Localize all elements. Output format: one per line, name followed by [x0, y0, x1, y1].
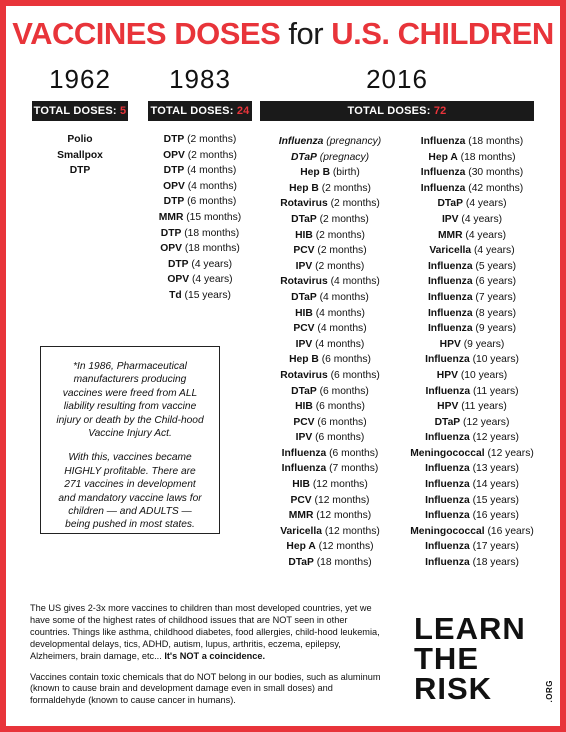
vaccine-name: Influenza [420, 136, 466, 147]
dose-timing: (4 months) [314, 323, 367, 335]
dose-timing: (4 months) [184, 165, 237, 177]
dose-timing: (4 years) [189, 274, 233, 286]
dose-timing: (2 months) [316, 213, 369, 225]
dose-item [146, 132, 254, 148]
dose-timing: (6 years) [472, 276, 517, 288]
vaccine-name: Hep A [428, 151, 458, 163]
dose-timing: (8 years) [472, 307, 517, 319]
dose-timing: (2 months) [318, 182, 371, 194]
dose-item [146, 148, 254, 164]
vaccine-name: Varicella [429, 245, 472, 257]
dose-item [404, 399, 540, 415]
vaccine-name: Influenza [427, 260, 473, 272]
dose-item [260, 352, 400, 368]
dose-timing: (11 years) [458, 401, 507, 413]
vaccine-name: Influenza [425, 479, 470, 491]
dose-item [32, 148, 128, 164]
dose-item [260, 165, 400, 181]
year-2016: 2016 [366, 64, 428, 94]
total-doses-value: 5 [120, 105, 127, 117]
dose-item [404, 259, 540, 275]
dose-item [260, 196, 400, 212]
vaccine-name: Influenza [425, 510, 470, 522]
dose-timing: (7 months) [326, 463, 379, 475]
vaccine-name: Influenza [425, 354, 470, 366]
dose-timing: (4 years) [471, 245, 515, 257]
dose-timing: (6 months) [312, 432, 365, 444]
title-part-vaccine-doses: VACCINES DOSES [12, 16, 281, 51]
vaccine-name: PCV [293, 323, 315, 335]
dose-list-2016-left [260, 134, 400, 571]
dose-timing: (10 years) [469, 354, 519, 366]
dose-item [260, 399, 400, 415]
vaccine-name: IPV [441, 213, 459, 225]
dose-timing: (15 months) [183, 211, 242, 223]
total-doses-value: 24 [236, 105, 250, 117]
dose-item [146, 179, 254, 195]
dose-item [260, 415, 400, 431]
dose-item [260, 477, 400, 493]
dose-item [404, 321, 540, 337]
dose-timing: (4 months) [312, 307, 365, 319]
dose-timing: (10 years) [457, 369, 508, 381]
dose-timing: (42 months) [465, 182, 524, 194]
vaccine-name: OPV [163, 149, 185, 161]
dose-timing: (9 years) [460, 338, 505, 350]
dose-item [404, 337, 540, 353]
title-part-for: for [288, 16, 324, 51]
dose-item [404, 150, 540, 166]
dose-item [260, 150, 400, 166]
dose-item [260, 430, 400, 446]
vaccine-name: Td [169, 289, 182, 301]
dose-item [260, 555, 400, 571]
dose-timing: (16 years) [469, 510, 519, 522]
vaccine-name: HIB [295, 307, 313, 319]
total-doses-bar-2016 [260, 101, 534, 121]
vaccine-name: OPV [163, 180, 185, 192]
dose-item [260, 306, 400, 322]
footer-paragraph-1 [30, 603, 382, 663]
dose-timing: (4 months) [327, 276, 380, 288]
vaccine-name: HPV [437, 401, 459, 413]
vaccine-name: DTP [160, 227, 182, 239]
vaccine-name: Influenza [420, 167, 466, 179]
vaccine-name: Polio [67, 134, 93, 145]
footer-paragraph-1-text: The US gives 2-3x more vaccines to children than most developed countries, yet we have some of the highest rates of childhood issues that are NOT seen in other countries. Things like asthma, childhood diabetes, food allergies, child-hood leukemia, developmental delays, tics, ADHD, autism, lupus, arthritis, eczema, epilepsy, Alzheimers, brain damage, etc... [30, 603, 380, 661]
dose-timing: (18 months) [465, 136, 524, 147]
dose-timing: (2 months) [184, 134, 237, 145]
total-doses-value: 72 [433, 105, 447, 117]
vaccine-name: Influenza [427, 323, 473, 335]
dose-item [32, 163, 128, 179]
vaccine-name: IPV [295, 432, 313, 444]
dose-item [260, 508, 400, 524]
dose-timing: (12 months) [311, 494, 370, 506]
vaccine-name: HPV [439, 338, 461, 350]
vaccine-name: MMR [288, 510, 314, 522]
dose-item [404, 134, 540, 150]
dose-item [404, 430, 540, 446]
dose-timing: (12 years) [469, 432, 519, 444]
dose-item [404, 243, 540, 259]
vaccine-name: Varicella [280, 525, 322, 537]
dose-timing: (6 months) [312, 401, 365, 413]
logo-line-learn: LEARN [414, 611, 526, 646]
vaccine-name: DTP [163, 196, 185, 208]
dose-timing: (18 months) [313, 557, 372, 569]
dose-timing: (6 months) [326, 447, 379, 459]
dose-timing: (2 months) [312, 260, 365, 272]
dose-item [260, 134, 400, 150]
dose-item [260, 524, 400, 540]
vaccine-name: DTP [163, 165, 185, 177]
vaccine-name: DTaP [288, 557, 314, 569]
dose-timing: (18 months) [181, 243, 240, 255]
logo-risk-text: RISK [414, 671, 493, 706]
dose-item [404, 352, 540, 368]
vaccine-name: Influenza [427, 307, 473, 319]
dose-item [260, 368, 400, 384]
vaccine-name: PCV [290, 494, 312, 506]
page-title [6, 16, 560, 52]
dose-timing: (4 years) [463, 198, 507, 210]
vaccine-name: HIB [295, 229, 313, 241]
dose-timing: (15 years) [181, 289, 231, 301]
vaccine-name: Smallpox [57, 149, 103, 161]
dose-item [260, 243, 400, 259]
note-paragraph-2: With this, vaccines became HIGHLY profitable. There are 271 vaccines in development and mandatory vaccine laws for children — and ADULTS — being pushed in most states. [58, 452, 202, 531]
vaccine-name: OPV [160, 243, 182, 255]
vaccine-name: Influenza [425, 541, 470, 553]
dose-item [260, 461, 400, 477]
dose-list-1983 [146, 132, 254, 304]
dose-item [404, 181, 540, 197]
dose-item [260, 337, 400, 353]
dose-item [146, 210, 254, 226]
title-part-us-children: U.S. CHILDREN [331, 16, 554, 51]
dose-item [404, 368, 540, 384]
dose-timing: (2 months) [184, 149, 237, 161]
dose-item [404, 524, 540, 540]
dose-timing: (5 years) [472, 260, 517, 272]
dose-item [146, 241, 254, 257]
dose-timing: (pregnacy) [316, 151, 370, 163]
vaccine-name: Influenza [281, 447, 327, 459]
dose-item [260, 321, 400, 337]
dose-timing: (15 years) [469, 494, 519, 506]
dose-item [260, 228, 400, 244]
dose-timing: (11 years) [470, 385, 519, 397]
footer-emphasis: It's NOT a coincidence. [164, 650, 266, 661]
dose-item [404, 165, 540, 181]
dose-item [404, 446, 540, 462]
vaccine-name: PCV [293, 245, 315, 257]
learn-the-risk-logo [414, 611, 554, 706]
dose-item [404, 493, 540, 509]
dose-item [260, 181, 400, 197]
total-doses-label: TOTAL DOSES: [150, 105, 234, 117]
dose-timing: (12 months) [315, 541, 374, 553]
footer-text [30, 603, 382, 716]
vaccine-name: Influenza [425, 385, 471, 397]
dose-item [260, 259, 400, 275]
dose-item [404, 290, 540, 306]
dose-item [146, 163, 254, 179]
vaccine-name: Meningococcal [410, 447, 485, 459]
dose-timing: (6 months) [316, 385, 369, 397]
vaccine-name: Rotavirus [280, 198, 328, 210]
dose-item [146, 194, 254, 210]
vaccine-name: PCV [293, 416, 315, 428]
dose-item [404, 384, 540, 400]
dose-timing: (12 months) [309, 479, 368, 491]
dose-item [146, 257, 254, 273]
dose-timing: (18 months) [181, 227, 240, 239]
vaccine-name: Influenza [425, 463, 470, 475]
dose-timing: (18 years) [469, 557, 519, 569]
vaccine-name: Hep B [289, 182, 319, 194]
dose-timing: (12 years) [460, 416, 510, 428]
dose-timing: (2 months) [312, 229, 365, 241]
vaccine-name: DTaP [437, 198, 464, 210]
total-doses-bar-1983 [148, 101, 252, 121]
dose-item [404, 461, 540, 477]
dose-item [146, 226, 254, 242]
dose-item [146, 272, 254, 288]
dose-item [404, 306, 540, 322]
dose-timing: (4 years) [458, 213, 503, 225]
vaccine-name: DTaP [290, 151, 317, 163]
dose-item [404, 196, 540, 212]
dose-timing: (12 months) [321, 525, 380, 537]
vaccine-name: DTaP [291, 213, 317, 225]
vaccine-name: DTP [69, 165, 91, 177]
dose-item [404, 508, 540, 524]
vaccine-name: IPV [295, 338, 313, 350]
note-paragraph-1: *In 1986, Pharmaceutical manufacturers producing vaccines were freed from ALL liability resulting from vaccine injury or death by the Child-hood Vaccine Injury Act. [56, 361, 204, 440]
dose-timing: (4 months) [312, 338, 365, 350]
year-1962: 1962 [49, 64, 111, 94]
vaccine-name: Hep B [289, 354, 319, 366]
total-doses-label: TOTAL DOSES: [347, 105, 431, 117]
vaccine-name: Influenza [281, 463, 327, 475]
total-doses-label: TOTAL DOSES: [33, 105, 117, 117]
vaccine-name: Rotavirus [280, 369, 328, 381]
vaccine-name: Influenza [420, 182, 466, 194]
year-1983: 1983 [169, 64, 231, 94]
vaccine-name: MMR [437, 229, 463, 241]
vaccine-name: MMR [158, 211, 184, 223]
logo-org-suffix: .ORG [545, 680, 554, 703]
vaccine-name: HPV [436, 369, 458, 381]
dose-timing: (9 years) [472, 323, 517, 335]
dose-item [404, 415, 540, 431]
dose-item [32, 132, 128, 148]
total-doses-bar-1962 [32, 101, 128, 121]
dose-item [404, 228, 540, 244]
logo-line-risk [414, 671, 554, 706]
dose-item [404, 212, 540, 228]
vaccine-name: IPV [295, 260, 313, 272]
dose-timing: (birth) [330, 167, 360, 179]
vaccine-name: DTaP [291, 385, 317, 397]
dose-timing: (7 years) [472, 291, 517, 303]
vaccine-name: Hep B [300, 167, 330, 179]
vaccine-name: Rotavirus [280, 276, 328, 288]
vaccine-name: OPV [167, 274, 190, 286]
dose-item [260, 290, 400, 306]
dose-timing: (6 months) [327, 369, 380, 381]
vaccine-name: Influenza [425, 494, 470, 506]
vaccine-name: Influenza [427, 291, 473, 303]
dose-timing: (16 years) [484, 525, 534, 537]
dose-timing: (14 years) [469, 479, 519, 491]
vaccine-name: Influenza [427, 276, 473, 288]
dose-timing: (12 years) [484, 447, 534, 459]
vaccine-name: Influenza [278, 136, 324, 147]
dose-timing: (4 months) [316, 291, 369, 303]
vaccine-name: HIB [295, 401, 313, 413]
vaccine-name: Hep A [286, 541, 316, 553]
dose-timing: (pregnancy) [323, 136, 382, 147]
dose-item [404, 274, 540, 290]
dose-timing: (30 months) [465, 167, 524, 179]
dose-item [146, 288, 254, 304]
dose-timing: (2 months) [314, 245, 367, 257]
dose-item [404, 555, 540, 571]
dose-item [260, 493, 400, 509]
vaccine-name: DTP [163, 134, 185, 145]
vaccine-name: DTP [167, 258, 189, 270]
dose-timing: (6 months) [184, 196, 237, 208]
footer-paragraph-2: Vaccines contain toxic chemicals that do NOT belong in our bodies, such as aluminum (known to cause brain and development damage even in small doses) and formaldehyde (known to cause cancer in humans). [30, 671, 381, 706]
dose-item [404, 539, 540, 555]
dose-timing: (4 years) [188, 258, 233, 270]
vaccine-name: Influenza [425, 557, 470, 569]
dose-item [260, 446, 400, 462]
dose-timing: (18 months) [457, 151, 516, 163]
dose-timing: (6 months) [314, 416, 367, 428]
dose-timing: (4 months) [184, 180, 237, 192]
dose-list-1962 [32, 132, 128, 179]
liability-note-box [40, 346, 220, 534]
dose-timing: (6 months) [318, 354, 371, 366]
vaccine-name: HIB [292, 479, 310, 491]
dose-item [260, 274, 400, 290]
dose-item [260, 212, 400, 228]
poster [6, 6, 560, 726]
vaccine-name: Influenza [425, 432, 470, 444]
dose-timing: (17 years) [469, 541, 519, 553]
dose-item [260, 384, 400, 400]
dose-timing: (13 years) [469, 463, 519, 475]
dose-list-2016-right [404, 134, 540, 571]
vaccine-name: Meningococcal [410, 525, 485, 537]
vaccine-name: DTaP [434, 416, 461, 428]
dose-timing: (4 years) [462, 229, 507, 241]
dose-timing: (12 months) [313, 510, 372, 522]
logo-line-the: THE [414, 641, 479, 676]
vaccine-name: DTaP [291, 291, 317, 303]
dose-item [404, 477, 540, 493]
dose-timing: (2 months) [327, 198, 380, 210]
dose-item [260, 539, 400, 555]
